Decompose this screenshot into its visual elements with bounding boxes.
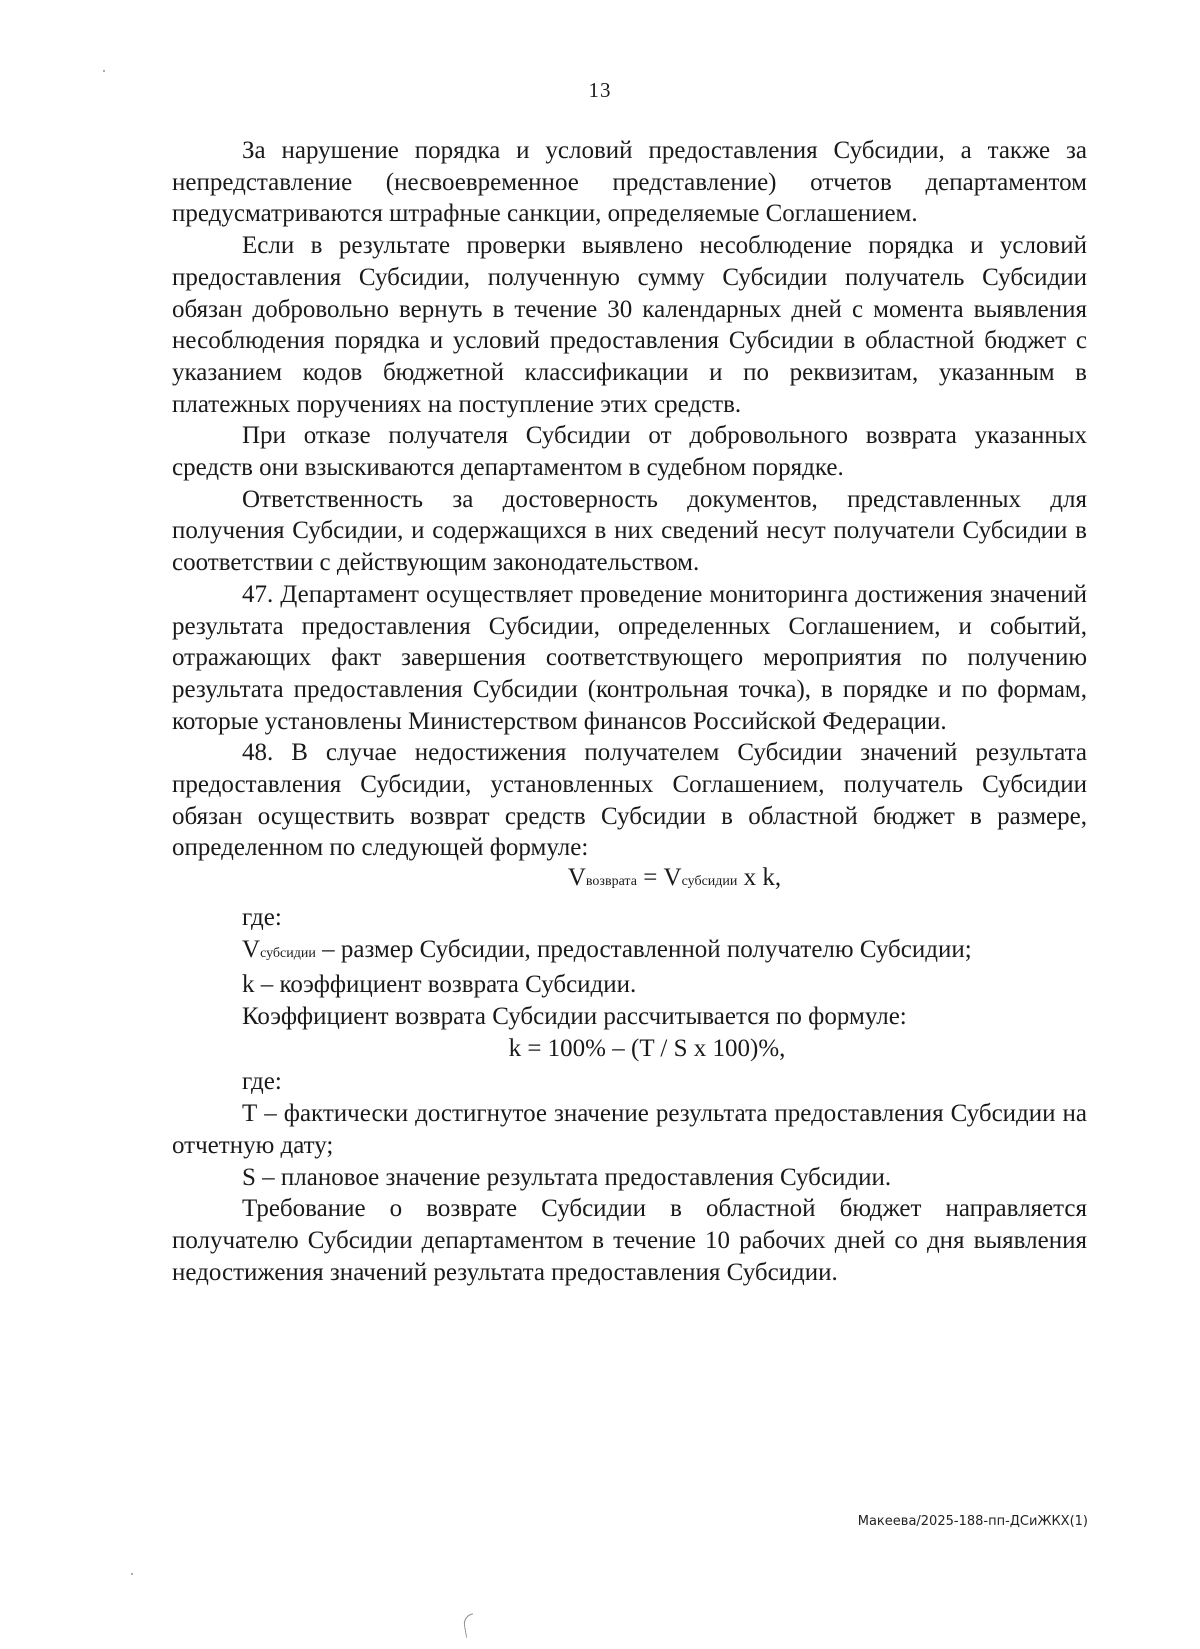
formula-sub-subsidy: субсидии [681,874,738,890]
coefficient-intro: Коэффициент возврата Субсидии рассчитывается по формуле: [242,1002,907,1030]
coefficient-formula: k = 100% – (T / S x 100)%, [508,1034,786,1062]
formula-v-symbol: V [567,864,586,892]
formula-sub-return: возврата [585,874,637,890]
def-v-sub: субсидии [260,945,316,961]
formula-tail: x k, [737,864,782,892]
return-formula [172,862,1087,898]
formula-equals: = [636,864,664,892]
document-body [172,135,1087,1288]
def-v-text: – размер Субсидии, предоставленной получателю Субсидии; [315,935,972,963]
where-label-2: где: [242,1068,282,1096]
paragraph-48-return: 48. В случае недостижения получателем Субсидии значений результата предоставления Субсидии, установленных Соглашением, получатель Субсидии обязан осуществить возврат средств Субсидии в областной бюджет в размере, определенном по следующей формуле: [172,739,1087,862]
def-v-symbol: V [242,935,261,963]
scan-dot [103,70,105,72]
document-code: Макеева/2025-188-пп-ДСиЖКХ(1) [857,1514,1088,1529]
where-label-1: где: [242,903,282,931]
formula-v-symbol-2: V [663,864,682,892]
definition-s: S – плановое значение результата предоставления Субсидии. [242,1163,892,1191]
page-number: 13 [588,78,612,102]
scan-mark [462,1613,477,1638]
paragraph-responsibility: Ответственность за достоверность документов, представленных для получения Субсидии, и содержащихся в них сведений несут получатели Субсидии в соответствии с действующим законодательством. [172,485,1087,577]
definition-v-subsidy [172,934,1087,970]
paragraph-penalties: За нарушение порядка и условий предоставления Субсидии, а также за непредставление (несвоевременное представление) отчетов департаментом предусматриваются штрафные санкции, определяемые Соглашением. [172,137,1087,228]
paragraph-court-recovery: При отказе получателя Субсидии от добровольного возврата указанных средств они взыскиваются департаментом в судебном порядке. [172,422,1087,482]
definition-k: k – коэффициент возврата Субсидии. [242,971,637,999]
paragraph-47-monitoring: 47. Департамент осуществляет проведение мониторинга достижения значений результата предоставления Субсидии, определенных Соглашением, и событий, отражающих факт завершения соответствующего мероприятия по получению результата предоставления Субсидии (контрольная точка), в порядке и по формам, которые установлены Министерством финансов Российской Федерации. [172,580,1087,735]
paragraph-refund-violation: Если в результате проверки выявлено несоблюдение порядка и условий предоставления Субсидии, полученную сумму Субсидии получатель Субсидии обязан добровольно вернуть в течение 30 календарных дней с момента выявления несоблюдения порядка и условий предоставления Субсидии в областной бюджет с указанием кодов бюджетной классификации и по реквизитам, указанным в платежных поручениях на поступление этих средств. [172,232,1087,418]
paragraph-return-requirement: Требование о возврате Субсидии в областной бюджет направляется получателю Субсидии департаментом в течение 10 рабочих дней со дня выявления недостижения значений результата предоставления Субсидии. [172,1195,1087,1286]
definition-t: Т – фактически достигнутое значение результата предоставления Субсидии на отчетную дату; [172,1100,1087,1159]
scan-dot [131,1573,133,1575]
